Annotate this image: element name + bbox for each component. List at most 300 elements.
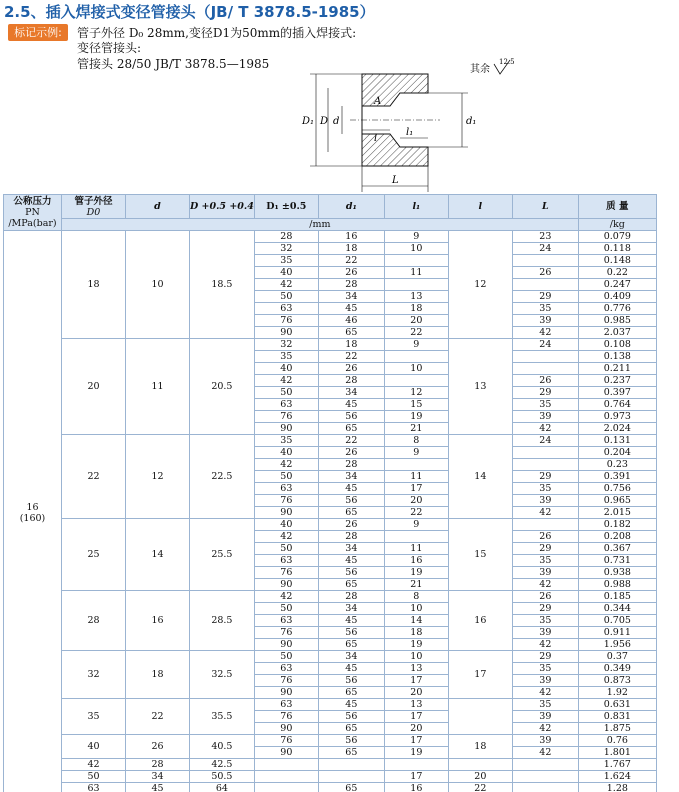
header-D1: D₁ ±0.5 — [254, 195, 318, 219]
cell-mass: 0.349 — [578, 663, 656, 675]
cell-d: 18 — [126, 651, 190, 699]
cell-mass: 1.875 — [578, 723, 656, 735]
cell-D1: 63 — [254, 663, 318, 675]
cell-L: 35 — [512, 663, 578, 675]
cell-mass: 0.118 — [578, 243, 656, 255]
table-row — [4, 231, 657, 243]
cell-mass: 0.776 — [578, 303, 656, 315]
cell-mass: 0.705 — [578, 615, 656, 627]
cell-L — [512, 771, 578, 783]
cell-d1: 45 — [318, 699, 384, 711]
cell-l: 16 — [448, 591, 512, 651]
cell-l1 — [384, 351, 448, 363]
cell-d1 — [318, 759, 384, 771]
label-D: D — [320, 116, 329, 127]
cell-L: 42 — [512, 639, 578, 651]
header-L: L — [512, 195, 578, 219]
cell-D1: 50 — [254, 651, 318, 663]
cell-mass: 0.988 — [578, 579, 656, 591]
cell-mass: 0.756 — [578, 483, 656, 495]
cell-l1 — [384, 375, 448, 387]
cell-d1: 45 — [318, 615, 384, 627]
cell-L: 26 — [512, 531, 578, 543]
cell-D: 28.5 — [190, 591, 255, 651]
cell-l1: 20 — [384, 723, 448, 735]
label-d1: d₁ — [466, 116, 477, 127]
cell-mass: 0.631 — [578, 699, 656, 711]
cell-d1: 56 — [318, 411, 384, 423]
cell-l1: 15 — [384, 399, 448, 411]
cell-L — [512, 783, 578, 792]
cell-mass: 0.397 — [578, 387, 656, 399]
table-row — [4, 435, 657, 447]
cell-D1: 76 — [254, 411, 318, 423]
cell-mass: 0.985 — [578, 315, 656, 327]
cell-D1: 40 — [254, 363, 318, 375]
cell-d1: 18 — [318, 243, 384, 255]
cell-D1: 28 — [254, 231, 318, 243]
cell-l: 13 — [448, 339, 512, 435]
cell-D: 42.5 — [190, 759, 255, 771]
cell-d1: 34 — [318, 291, 384, 303]
cell-L: 35 — [512, 399, 578, 411]
cell-d1: 65 — [318, 579, 384, 591]
header-l1: l₁ — [384, 195, 448, 219]
cell-D1: 35 — [254, 435, 318, 447]
cell-L: 29 — [512, 387, 578, 399]
cell-L: 24 — [512, 243, 578, 255]
cell-d0: 28 — [62, 591, 126, 651]
cell-d: 34 — [126, 771, 190, 783]
cell-D: 32.5 — [190, 651, 255, 699]
cell-l1: 16 — [384, 555, 448, 567]
cell-L: 42 — [512, 423, 578, 435]
cell-D1: 35 — [254, 351, 318, 363]
dimension-table-wrapper — [3, 194, 657, 792]
cell-l1: 20 — [384, 495, 448, 507]
cell-d0: 18 — [62, 231, 126, 339]
cell-l — [448, 699, 512, 735]
cell-D1: 35 — [254, 255, 318, 267]
cell-mass: 2.037 — [578, 327, 656, 339]
cell-D1: 40 — [254, 447, 318, 459]
cell-L: 39 — [512, 675, 578, 687]
cell-D1 — [254, 771, 318, 783]
cell-l1: 8 — [384, 591, 448, 603]
cell-L — [512, 519, 578, 531]
cell-D1: 90 — [254, 639, 318, 651]
cell-l1: 10 — [384, 243, 448, 255]
example-line-2: 变径管接头: — [77, 41, 142, 55]
cell-d: 14 — [126, 519, 190, 591]
cell-D1: 63 — [254, 699, 318, 711]
cell-D1: 40 — [254, 267, 318, 279]
cell-L: 42 — [512, 327, 578, 339]
header-unit-mm: /mm — [62, 219, 579, 231]
cell-D1: 90 — [254, 723, 318, 735]
cell-d1: 28 — [318, 375, 384, 387]
cell-l1: 13 — [384, 699, 448, 711]
cell-d: 10 — [126, 231, 190, 339]
cell-l1: 22 — [384, 507, 448, 519]
cell-d0: 32 — [62, 651, 126, 699]
cell-D1: 42 — [254, 375, 318, 387]
header-pn: 公称压力 PN /MPa(bar) — [4, 195, 62, 231]
cell-mass: 0.138 — [578, 351, 656, 363]
cell-d1: 26 — [318, 519, 384, 531]
cell-L: 39 — [512, 567, 578, 579]
cell-l1: 16 — [384, 783, 448, 792]
header-D: D +0.5 +0.4 — [190, 195, 255, 219]
cell-d1: 26 — [318, 447, 384, 459]
roughness-value: 12.5 — [499, 58, 515, 66]
cell-D1: 76 — [254, 627, 318, 639]
cell-D1: 50 — [254, 603, 318, 615]
cell-d: 22 — [126, 699, 190, 735]
cell-D1: 50 — [254, 471, 318, 483]
cell-D1: 63 — [254, 615, 318, 627]
cell-l: 12 — [448, 231, 512, 339]
header-d1: d₁ — [318, 195, 384, 219]
cell-mass: 0.23 — [578, 459, 656, 471]
cell-mass: 0.182 — [578, 519, 656, 531]
cell-mass: 0.731 — [578, 555, 656, 567]
cell-d1: 45 — [318, 303, 384, 315]
cell-d1: 56 — [318, 675, 384, 687]
cell-l1: 13 — [384, 291, 448, 303]
cell-mass: 0.079 — [578, 231, 656, 243]
cell-d1: 45 — [318, 483, 384, 495]
cell-l: 22 — [448, 783, 512, 792]
cell-L: 35 — [512, 699, 578, 711]
cell-d1: 22 — [318, 435, 384, 447]
cell-d: 28 — [126, 759, 190, 771]
cell-D1: 76 — [254, 495, 318, 507]
cell-l — [448, 759, 512, 771]
header-l: l — [448, 195, 512, 219]
cell-D1: 90 — [254, 687, 318, 699]
cell-l1: 8 — [384, 435, 448, 447]
cell-mass: 0.148 — [578, 255, 656, 267]
cell-mass: 0.831 — [578, 711, 656, 723]
cell-L: 39 — [512, 411, 578, 423]
cell-l1: 10 — [384, 603, 448, 615]
cell-l: 20 — [448, 771, 512, 783]
cell-l1: 13 — [384, 663, 448, 675]
header-mass-unit: /kg — [578, 219, 656, 231]
cell-l1: 22 — [384, 327, 448, 339]
cell-l1: 12 — [384, 387, 448, 399]
cell-L: 29 — [512, 543, 578, 555]
cell-mass: 0.965 — [578, 495, 656, 507]
dimension-table — [3, 194, 657, 792]
cell-d1: 45 — [318, 555, 384, 567]
table-row — [4, 339, 657, 351]
cell-l1: 21 — [384, 423, 448, 435]
table-body — [4, 231, 657, 792]
cell-d1: 28 — [318, 591, 384, 603]
cell-d1: 26 — [318, 267, 384, 279]
table-row — [4, 519, 657, 531]
cell-D1: 90 — [254, 423, 318, 435]
cell-mass: 1.28 — [578, 783, 656, 792]
cell-L: 35 — [512, 303, 578, 315]
fitting-body — [350, 74, 440, 166]
cell-l: 15 — [448, 519, 512, 591]
cell-mass: 0.204 — [578, 447, 656, 459]
cell-l1: 11 — [384, 543, 448, 555]
cell-D1: 42 — [254, 531, 318, 543]
cell-L: 42 — [512, 747, 578, 759]
cell-l1: 21 — [384, 579, 448, 591]
cell-mass: 0.108 — [578, 339, 656, 351]
cell-d1: 28 — [318, 531, 384, 543]
cell-d0: 20 — [62, 339, 126, 435]
cell-mass: 2.024 — [578, 423, 656, 435]
cell-l1: 10 — [384, 363, 448, 375]
cell-D1: 50 — [254, 291, 318, 303]
cell-D: 35.5 — [190, 699, 255, 735]
cell-l1: 20 — [384, 687, 448, 699]
cell-D1: 42 — [254, 459, 318, 471]
cell-mass: 0.344 — [578, 603, 656, 615]
cell-L: 35 — [512, 483, 578, 495]
cell-d1: 65 — [318, 507, 384, 519]
cell-D1: 63 — [254, 483, 318, 495]
cell-D1: 63 — [254, 555, 318, 567]
cell-l1: 18 — [384, 627, 448, 639]
cell-d1: 56 — [318, 567, 384, 579]
cell-l1: 17 — [384, 675, 448, 687]
cell-D1: 90 — [254, 579, 318, 591]
cell-mass: 0.391 — [578, 471, 656, 483]
cell-D: 40.5 — [190, 735, 255, 759]
cell-d: 16 — [126, 591, 190, 651]
cell-D1: 76 — [254, 315, 318, 327]
cell-L: 29 — [512, 291, 578, 303]
cell-L: 24 — [512, 339, 578, 351]
cell-mass: 1.767 — [578, 759, 656, 771]
cell-l1: 9 — [384, 339, 448, 351]
header-d0: 管子外径 D0 — [62, 195, 126, 219]
cell-d1: 46 — [318, 315, 384, 327]
cell-L — [512, 363, 578, 375]
cell-D: 25.5 — [190, 519, 255, 591]
cell-D1: 76 — [254, 675, 318, 687]
cell-D: 50.5 — [190, 771, 255, 783]
cell-mass: 0.76 — [578, 735, 656, 747]
cell-d1: 56 — [318, 735, 384, 747]
cell-l1 — [384, 255, 448, 267]
cell-d1: 56 — [318, 711, 384, 723]
cell-d1: 26 — [318, 363, 384, 375]
cell-L: 24 — [512, 435, 578, 447]
cell-mass: 0.938 — [578, 567, 656, 579]
cell-D1: 90 — [254, 327, 318, 339]
cell-l1 — [384, 759, 448, 771]
cell-l1: 14 — [384, 615, 448, 627]
example-line-3: 管接头 28/50 JB/T 3878.5—1985 — [77, 57, 270, 71]
table-row — [4, 759, 657, 771]
cell-l: 17 — [448, 651, 512, 699]
cell-l1: 19 — [384, 567, 448, 579]
cell-D1: 50 — [254, 543, 318, 555]
cell-l1: 9 — [384, 231, 448, 243]
cell-L: 39 — [512, 315, 578, 327]
label-D1: D₁ — [302, 116, 315, 127]
cell-L: 35 — [512, 615, 578, 627]
cell-mass: 0.764 — [578, 399, 656, 411]
cell-L: 42 — [512, 723, 578, 735]
cell-D1: 90 — [254, 747, 318, 759]
cell-d1: 56 — [318, 627, 384, 639]
page-title: 2.5、插入焊接式变径管接头（JB/ T 3878.5-1985） — [4, 3, 375, 21]
cell-l1: 19 — [384, 411, 448, 423]
cell-d1: 34 — [318, 471, 384, 483]
cell-mass: 0.22 — [578, 267, 656, 279]
cell-L: 42 — [512, 579, 578, 591]
cell-l1: 17 — [384, 711, 448, 723]
cell-D1: 32 — [254, 243, 318, 255]
cell-l1: 9 — [384, 519, 448, 531]
cell-D1: 63 — [254, 303, 318, 315]
label-l1: l₁ — [406, 127, 414, 138]
cell-l1: 11 — [384, 267, 448, 279]
cell-D1: 50 — [254, 387, 318, 399]
cell-L: 39 — [512, 495, 578, 507]
cell-mass: 0.973 — [578, 411, 656, 423]
cell-L: 29 — [512, 603, 578, 615]
header-d: d — [126, 195, 190, 219]
cell-l1 — [384, 279, 448, 291]
cell-mass: 0.131 — [578, 435, 656, 447]
surface-note: 其余 — [470, 64, 490, 75]
label-A: A — [374, 96, 382, 107]
cell-l: 18 — [448, 735, 512, 759]
cell-d0: 22 — [62, 435, 126, 519]
cell-l1: 9 — [384, 447, 448, 459]
cell-d1: 56 — [318, 495, 384, 507]
cell-D: 18.5 — [190, 231, 255, 339]
example-line-1: 管子外径 D₀ 28mm,变径D1为50mm的插入焊接式: — [77, 26, 357, 40]
cell-mass: 1.92 — [578, 687, 656, 699]
cell-mass: 0.185 — [578, 591, 656, 603]
cell-D1: 76 — [254, 735, 318, 747]
cell-D1: 63 — [254, 399, 318, 411]
table-row — [4, 651, 657, 663]
cell-d0: 35 — [62, 699, 126, 735]
cell-d1 — [318, 771, 384, 783]
cell-l1 — [384, 531, 448, 543]
cell-L — [512, 759, 578, 771]
cell-d1: 34 — [318, 651, 384, 663]
cell-d0: 42 — [62, 759, 126, 771]
cell-d0: 50 — [62, 771, 126, 783]
cell-l1: 17 — [384, 735, 448, 747]
cell-L: 39 — [512, 627, 578, 639]
cell-mass: 0.873 — [578, 675, 656, 687]
cell-mass: 0.208 — [578, 531, 656, 543]
cell-mass: 1.624 — [578, 771, 656, 783]
cell-l1 — [384, 459, 448, 471]
cell-L — [512, 279, 578, 291]
cell-d1: 65 — [318, 687, 384, 699]
cell-L: 26 — [512, 267, 578, 279]
cell-D1: 40 — [254, 519, 318, 531]
cell-L: 29 — [512, 651, 578, 663]
cell-l1: 10 — [384, 651, 448, 663]
header-mass: 质 量 — [578, 195, 656, 219]
cell-d1: 45 — [318, 399, 384, 411]
cell-d1: 65 — [318, 327, 384, 339]
cell-d1: 28 — [318, 279, 384, 291]
cell-D1: 76 — [254, 567, 318, 579]
cell-mass: 0.211 — [578, 363, 656, 375]
cell-L: 42 — [512, 507, 578, 519]
cell-L: 39 — [512, 711, 578, 723]
cell-mass: 0.911 — [578, 627, 656, 639]
cell-d1: 34 — [318, 387, 384, 399]
cell-d1: 65 — [318, 639, 384, 651]
cell-d0: 63 — [62, 783, 126, 792]
cell-l1: 19 — [384, 747, 448, 759]
cell-L: 29 — [512, 471, 578, 483]
cell-D: 20.5 — [190, 339, 255, 435]
cell-d1: 65 — [318, 423, 384, 435]
cell-D1: 42 — [254, 279, 318, 291]
cell-D: 22.5 — [190, 435, 255, 519]
cell-l1: 20 — [384, 315, 448, 327]
cell-pn: 16 (160) — [4, 231, 62, 792]
cell-l1: 17 — [384, 483, 448, 495]
cell-d1: 65 — [318, 783, 384, 792]
cell-mass: 2.015 — [578, 507, 656, 519]
cell-d: 26 — [126, 735, 190, 759]
cell-D1: 76 — [254, 711, 318, 723]
label-d: d — [333, 116, 340, 127]
cell-L — [512, 459, 578, 471]
cell-mass: 0.237 — [578, 375, 656, 387]
cell-D1: 42 — [254, 591, 318, 603]
cell-d: 45 — [126, 783, 190, 792]
cell-d1: 65 — [318, 723, 384, 735]
cell-d1: 28 — [318, 459, 384, 471]
cell-mass: 1.801 — [578, 747, 656, 759]
cell-L: 23 — [512, 231, 578, 243]
cell-L — [512, 255, 578, 267]
cell-d1: 34 — [318, 603, 384, 615]
cell-L: 26 — [512, 375, 578, 387]
table-row — [4, 591, 657, 603]
cell-L: 26 — [512, 591, 578, 603]
cell-D1: 90 — [254, 507, 318, 519]
cell-L — [512, 447, 578, 459]
cell-mass: 0.247 — [578, 279, 656, 291]
cell-d1: 18 — [318, 339, 384, 351]
cell-l: 14 — [448, 435, 512, 519]
cell-L: 39 — [512, 735, 578, 747]
cell-d: 11 — [126, 339, 190, 435]
cell-D1 — [254, 759, 318, 771]
cell-L — [512, 351, 578, 363]
cell-d1: 22 — [318, 351, 384, 363]
cell-d1: 45 — [318, 663, 384, 675]
cell-L: 35 — [512, 555, 578, 567]
cell-L: 42 — [512, 687, 578, 699]
cell-D1 — [254, 783, 318, 792]
cell-mass: 1.956 — [578, 639, 656, 651]
cell-d0: 25 — [62, 519, 126, 591]
